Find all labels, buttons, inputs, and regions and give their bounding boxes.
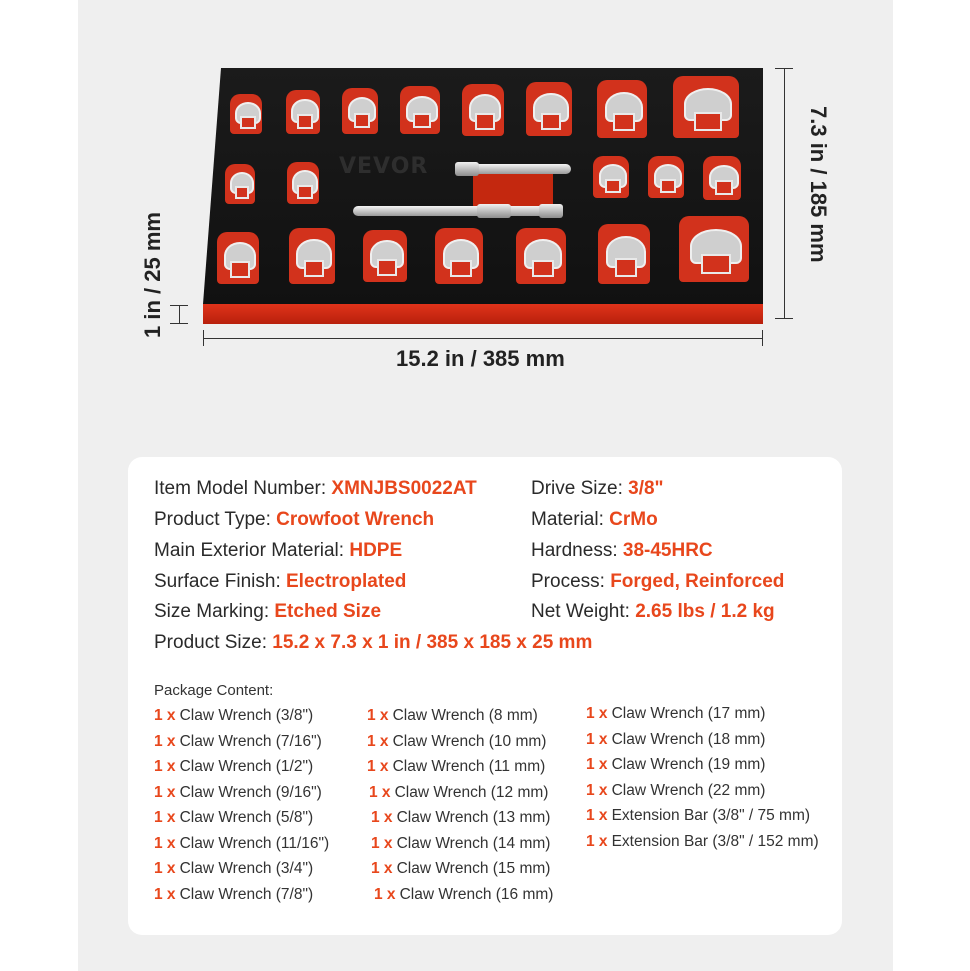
wrench-slot: [703, 156, 741, 200]
spec-drive-size: [531, 478, 664, 500]
tray-base: [203, 304, 763, 324]
spec-label: Product Type:: [154, 509, 277, 530]
spec-value: Etched Size: [274, 601, 382, 622]
package-item-name: Claw Wrench (22 mm): [611, 782, 766, 799]
package-qty: 1 x: [586, 731, 608, 748]
spec-product-size: [154, 632, 592, 654]
package-item: [154, 886, 313, 904]
package-item: [586, 782, 765, 800]
package-item-name: Claw Wrench (18 mm): [611, 731, 766, 748]
spec-value: Crowfoot Wrench: [276, 509, 435, 530]
package-qty: 1 x: [586, 756, 608, 773]
package-qty: 1 x: [154, 809, 176, 826]
dimension-tick: [775, 318, 793, 319]
package-qty: 1 x: [154, 860, 176, 877]
package-qty: 1 x: [367, 707, 389, 724]
width-dimension-line: [203, 338, 763, 339]
package-item: [154, 733, 322, 751]
height-dimension-line: [179, 305, 180, 323]
package-qty: 1 x: [371, 809, 393, 826]
spec-hardness: [531, 540, 713, 562]
package-item-name: Extension Bar (3/8" / 152 mm): [611, 833, 819, 850]
spec-value: 38-45HRC: [622, 540, 713, 561]
package-item-name: Claw Wrench (8 mm): [392, 707, 538, 724]
height-label: 1 in / 25 mm: [140, 212, 165, 338]
package-item-name: Claw Wrench (16 mm): [399, 886, 554, 903]
package-qty: 1 x: [586, 833, 608, 850]
package-qty: 1 x: [154, 835, 176, 852]
wrench-slot: [435, 228, 483, 284]
package-qty: 1 x: [154, 758, 176, 775]
package-item: [367, 758, 545, 776]
package-item-name: Claw Wrench (15 mm): [396, 860, 551, 877]
spec-label: Item Model Number:: [154, 478, 332, 499]
package-item: [154, 784, 322, 802]
package-item-name: Claw Wrench (5/8"): [179, 809, 314, 826]
wrench-slot: [593, 156, 629, 198]
wrench-slot: [225, 164, 255, 204]
package-item: [371, 835, 550, 853]
package-item-name: Claw Wrench (3/8"): [179, 707, 314, 724]
spec-product-type: [154, 509, 434, 531]
extension-bar-long: [353, 206, 563, 216]
package-qty: 1 x: [586, 807, 608, 824]
spec-model: [154, 478, 477, 500]
spec-value: HDPE: [349, 540, 403, 561]
package-item: [367, 733, 546, 751]
width-label: 15.2 in / 385 mm: [396, 346, 565, 371]
package-qty: 1 x: [369, 784, 391, 801]
wrench-slot: [598, 224, 650, 284]
package-qty: 1 x: [154, 886, 176, 903]
package-item: [154, 809, 313, 827]
dimension-tick: [170, 323, 188, 324]
spec-value: Electroplated: [286, 571, 407, 592]
package-item: [367, 707, 538, 725]
package-qty: 1 x: [371, 860, 393, 877]
wrench-slot: [516, 228, 566, 284]
wrench-slot: [526, 82, 572, 136]
spec-surface-finish: [154, 571, 406, 593]
wrench-tray-image: [203, 68, 763, 324]
package-content-title: Package Content:: [154, 682, 274, 699]
package-item: [374, 886, 553, 904]
package-item-name: Claw Wrench (1/2"): [179, 758, 314, 775]
package-item-name: Extension Bar (3/8" / 75 mm): [611, 807, 811, 824]
package-qty: 1 x: [586, 782, 608, 799]
wrench-slot: [597, 80, 647, 138]
package-qty: 1 x: [586, 705, 608, 722]
package-item-name: Claw Wrench (11 mm): [392, 758, 546, 775]
spec-size-marking: [154, 601, 381, 623]
brand-logo: VEVOR: [339, 154, 429, 179]
spec-label: Size Marking:: [154, 601, 275, 622]
package-item-name: Claw Wrench (10 mm): [392, 733, 547, 750]
package-item: [371, 860, 550, 878]
wrench-slot: [286, 90, 320, 134]
package-item: [371, 809, 550, 827]
wrench-slot: [400, 86, 440, 134]
spec-label: Main Exterior Material:: [154, 540, 350, 561]
extension-bar-short: [465, 164, 571, 174]
package-item-name: Claw Wrench (7/8"): [179, 886, 314, 903]
package-item-name: Claw Wrench (14 mm): [396, 835, 551, 852]
bar-grip: [477, 204, 511, 218]
package-item: [586, 731, 765, 749]
spec-value: CrMo: [609, 509, 658, 530]
spec-label: Hardness:: [531, 540, 623, 561]
package-item: [586, 833, 819, 851]
package-item-name: Claw Wrench (13 mm): [396, 809, 551, 826]
spec-label: Net Weight:: [531, 601, 636, 622]
spec-value: Forged, Reinforced: [610, 571, 785, 592]
spec-label: Material:: [531, 509, 610, 530]
wrench-slot: [342, 88, 378, 134]
package-item-name: Claw Wrench (17 mm): [611, 705, 766, 722]
spec-exterior-material: [154, 540, 402, 562]
dimension-tick: [762, 330, 763, 346]
spec-value: 3/8": [628, 478, 664, 499]
package-item-name: Claw Wrench (9/16"): [179, 784, 322, 801]
package-qty: 1 x: [371, 835, 393, 852]
depth-dimension-line: [784, 68, 785, 318]
wrench-slot: [462, 84, 504, 136]
wrench-slot: [363, 230, 407, 282]
package-item: [586, 756, 765, 774]
wrench-slot: [648, 156, 684, 198]
spec-label: Product Size:: [154, 632, 273, 653]
package-qty: 1 x: [367, 758, 389, 775]
wrench-slot: [289, 228, 335, 284]
package-qty: 1 x: [154, 733, 176, 750]
package-qty: 1 x: [154, 784, 176, 801]
package-item: [369, 784, 548, 802]
package-item-name: Claw Wrench (12 mm): [394, 784, 549, 801]
package-item-name: Claw Wrench (3/4"): [179, 860, 314, 877]
package-qty: 1 x: [374, 886, 396, 903]
package-qty: 1 x: [154, 707, 176, 724]
package-item-name: Claw Wrench (11/16"): [179, 835, 330, 852]
wrench-slot: [217, 232, 259, 284]
package-item: [586, 807, 810, 825]
package-qty: 1 x: [367, 733, 389, 750]
package-item: [154, 860, 313, 878]
wrench-slot: [287, 162, 319, 204]
spec-value: 2.65 lbs / 1.2 kg: [635, 601, 775, 622]
wrench-slot: [679, 216, 749, 282]
package-item: [154, 707, 313, 725]
depth-label: 7.3 in / 185 mm: [806, 106, 831, 263]
bar-end: [455, 162, 479, 176]
spec-process: [531, 571, 784, 593]
bar-end: [539, 204, 563, 218]
spec-label: Surface Finish:: [154, 571, 286, 592]
wrench-slot: [230, 94, 262, 134]
spec-material: [531, 509, 658, 531]
spec-label: Process:: [531, 571, 611, 592]
spec-value: XMNJBS0022AT: [331, 478, 477, 499]
package-item-name: Claw Wrench (7/16"): [179, 733, 322, 750]
spec-net-weight: [531, 601, 775, 623]
package-item: [154, 758, 313, 776]
package-item: [154, 835, 329, 853]
spec-value: 15.2 x 7.3 x 1 in / 385 x 185 x 25 mm: [272, 632, 593, 653]
package-item: [586, 705, 765, 723]
spec-label: Drive Size:: [531, 478, 629, 499]
package-item-name: Claw Wrench (19 mm): [611, 756, 766, 773]
wrench-slot: [673, 76, 739, 138]
